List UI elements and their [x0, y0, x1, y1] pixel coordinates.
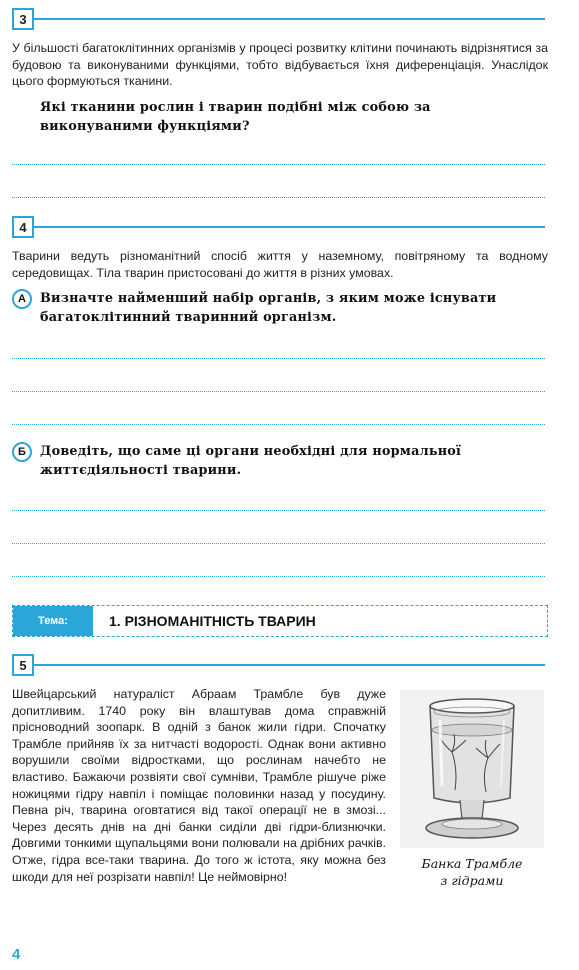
caption-line-1: Банка Трамбле: [421, 856, 523, 871]
task-3-question: Які тканини рослин і тварин подібні між собою за виконуваними функціями?: [40, 100, 431, 134]
answer-line[interactable]: [12, 164, 545, 165]
answer-line[interactable]: [12, 576, 545, 577]
answer-line[interactable]: [12, 510, 545, 511]
subtask-b-marker: Б: [12, 442, 32, 462]
topic-banner: [12, 605, 548, 637]
subtask-a-question: Визначте найменший набір органів, з яким може існувати багатоклітинний тваринний організм.: [40, 291, 497, 325]
answer-line[interactable]: [12, 391, 545, 392]
trembley-jar-illustration: [400, 690, 544, 848]
task-5-number: 5: [12, 654, 34, 676]
answer-line[interactable]: [12, 358, 545, 359]
answer-line[interactable]: [12, 424, 545, 425]
subtask-a-marker: А: [12, 289, 32, 309]
task-4-text: Тварини ведуть різноманітний спосіб життя у наземному, повітряному та водному середовищах. Тіла тварин пристосовані до життя в різних умовах.: [12, 249, 548, 280]
page-number: 4: [12, 946, 21, 963]
task-4-number: 4: [12, 216, 34, 238]
task-3-text: У більшості багатоклітинних організмів у процесі розвитку клітини починають відрізнятися за будовою та виконуваними функціями, тобто відбувається їхня диференціація. Унаслідок цього формуються тканини.: [12, 41, 548, 88]
illustration-caption: [400, 855, 544, 889]
task-5-text: Швейцарський натураліст Абраам Трамбле був дуже допитливим. 1740 року він влаштував дома справжній прісноводний зоопарк. В одній з банок жили гідри. Спочатку Трамбле прийняв їх за нитчасті водорості. Однак вони активно ворушили своїми відростками, що рослинам начебто не властиво. Бажаючи розвіяти свої сумніви, Трамбле рішуче ріже ножицями гідру навпіл і поміщає половинки назад у посудину. Певна річ, тварина оговтатися від такої операції не в змозі... Через десять днів на дні банки сиділи дві гідри-близнючки. Довгими тонкими щупальцями вони полювали на дрібних рачків. Отже, гідра все-таки тварина. До того ж істота, яку можна без шкоди для неї розрізати навпіл! Це неймовірно!: [12, 687, 386, 884]
answer-line[interactable]: [12, 197, 545, 198]
subtask-b-question: Доведіть, що саме ці органи необхідні для нормальної життєдіяльності тварини.: [40, 444, 462, 478]
task-3-number: 3: [12, 8, 34, 30]
task-3-rule: [34, 18, 545, 20]
topic-label: Тема:: [13, 606, 93, 636]
caption-line-2: з гідрами: [440, 873, 504, 888]
topic-title: 1. РІЗНОМАНІТНІСТЬ ТВАРИН: [109, 613, 316, 629]
jar-drawing: [400, 690, 544, 848]
task-4-rule: [34, 226, 545, 228]
answer-line[interactable]: [12, 543, 545, 544]
task-5-rule: [34, 664, 545, 666]
